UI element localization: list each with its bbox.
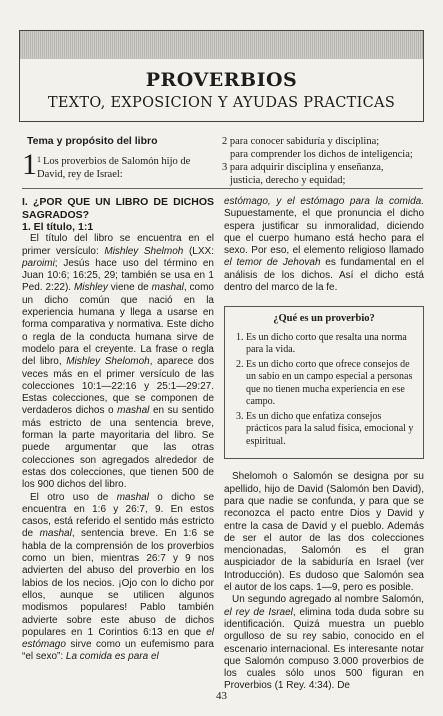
paragraph-title: El título del libro se encuentra en el primer versículo: Mishley Shelmoh (LXX: paroimi; Jesús hace uso del término en Juan 10:6; 16:25, 29; también se usa en 1 Ped. 2:22). Mishley viene de mashal, como un dicho común que nació en la experiencia humana y llega a usarse en forma comparativa y normativa. Este dicho o regla de la conducta humana sirve de modelo para el creyente. La frase o regla del libro, Mishley Shelomoh, aparece dos veces más en el primer versículo de las colecciones 10:1—22:16 y 25:1—29:27. Estas colecciones, que se componen de verdaderos dichos o mashal en su sentido más estricto de una sentencia breve, forman la parte mayoritaria del libro. Se puede argumentar que las otras colecciones son agregados alrededor de estas dos colecciones, que tienen 500 de los 900 dichos del libro.: [22, 233, 214, 491]
divider-rule: [22, 188, 423, 189]
verse-3-line-2: justicia, derecho y equidad;: [230, 175, 346, 186]
section-heading: I. ¿POR QUE UN LIBRO DE DICHOS SAGRADOS?: [22, 196, 214, 221]
paragraph-continued: estómago, y el estómago para la comida. Supuestamente, el que pronuncia el dicho espera justificar su inmoralidad, diciendo que el cuerpo humano está hecho para el sexo. Por eso, el elemento religioso llamado el temor de Jehovah es fundamental en el análisis de los dichos. Así el dicho está dentro del marco de la fe.: [224, 196, 424, 294]
verse-2-line-2: para comprender los dichos de inteligencia;: [230, 149, 413, 160]
box-list-item: 2. Es un dicho corto que ofrece consejos de un sabio en un campo especial a personas que no tienen mucha experiencia en ese campo.: [246, 359, 415, 409]
chapter-number: 1: [22, 148, 37, 181]
title-box: [19, 30, 424, 122]
verse-3-line-1: 3 para adquirir disciplina y enseñanza,: [222, 162, 384, 173]
paragraph-mashal: El otro uso de mashal o dicho se encuentra en 1:6 y 26:7, 9. En estos casos, está referido el sentido más estricto de mashal, sentencia breve. En 1:6 se habla de la comprensión de los proverbios como un bien, mientras 26:7 y 9 nos advierten del abuso del proverbio en los labios de los necios. ¡Ojo con lo dicho por ellos, aunque se utilicen algunos modismos populares! Pablo también advierte sobre este abuso de dichos populares en 1 Corintios 6:13 en que el estómago sirve como un eufemismo para “el sexo”: La comida es para el: [22, 491, 215, 663]
paragraph-rey: Un segundo agregado al nombre Salomón, el rey de Israel, elimina toda duda sobre su identificación. Quizá muestra un pueblo orgulloso de su rey sabio, conocido en el escenario internacional. Es interesante notar que Salomón compuso 3.000 proverbios de los cuales sólo unos 500 figuran en Proverbios (1 Rey. 4:34). De: [224, 594, 424, 692]
left-column: [22, 196, 214, 664]
paragraph-shelomoh: Shelomoh o Salomón se designa por su apellido, hijo de David (Salomón ben David), para que nadie se confunda, y para que se reconozca el pacto entre Dios y David y entre la casa de David y el pueblo. Además de ser el autor de las dos colecciones mencionadas, Salomón es el gran auspiciador de la sabiduría en Israel (ver Introducción). Es dudoso que Salomón sea el autor de los caps. 1—9, pero es posible.: [224, 471, 424, 594]
box-list-item: 1. Es un dicho corto que resalta una norma para la vida.: [246, 332, 415, 357]
tema-heading: Tema y propósito del libro: [27, 135, 158, 147]
box-title: ¿Qué es un proverbio?: [273, 313, 375, 325]
verse-1-number: 1: [37, 155, 41, 164]
sub-heading: 1. El título, 1:1: [22, 221, 94, 233]
book-title: PROVERBIOS: [145, 69, 298, 91]
page-number: 43: [216, 690, 227, 702]
title-box-shading: [20, 31, 423, 59]
box-list: [233, 332, 415, 449]
proverb-definition-box: [224, 306, 424, 459]
verse-2-line-1: 2 para conocer sabiduría y disciplina;: [222, 136, 380, 147]
verse-1-text: Los proverbios de Salomón hijo de David, rey de Israel:: [37, 156, 191, 180]
right-column: [224, 196, 424, 693]
verse-1: [37, 153, 212, 181]
box-list-item: 3. Es un dicho que enfatiza consejos prácticos para la salud física, emocional y espiritual.: [246, 411, 415, 449]
book-subtitle: TEXTO, EXPOSICION Y AYUDAS PRACTICAS: [47, 95, 396, 111]
verses-2-3: [222, 135, 422, 187]
